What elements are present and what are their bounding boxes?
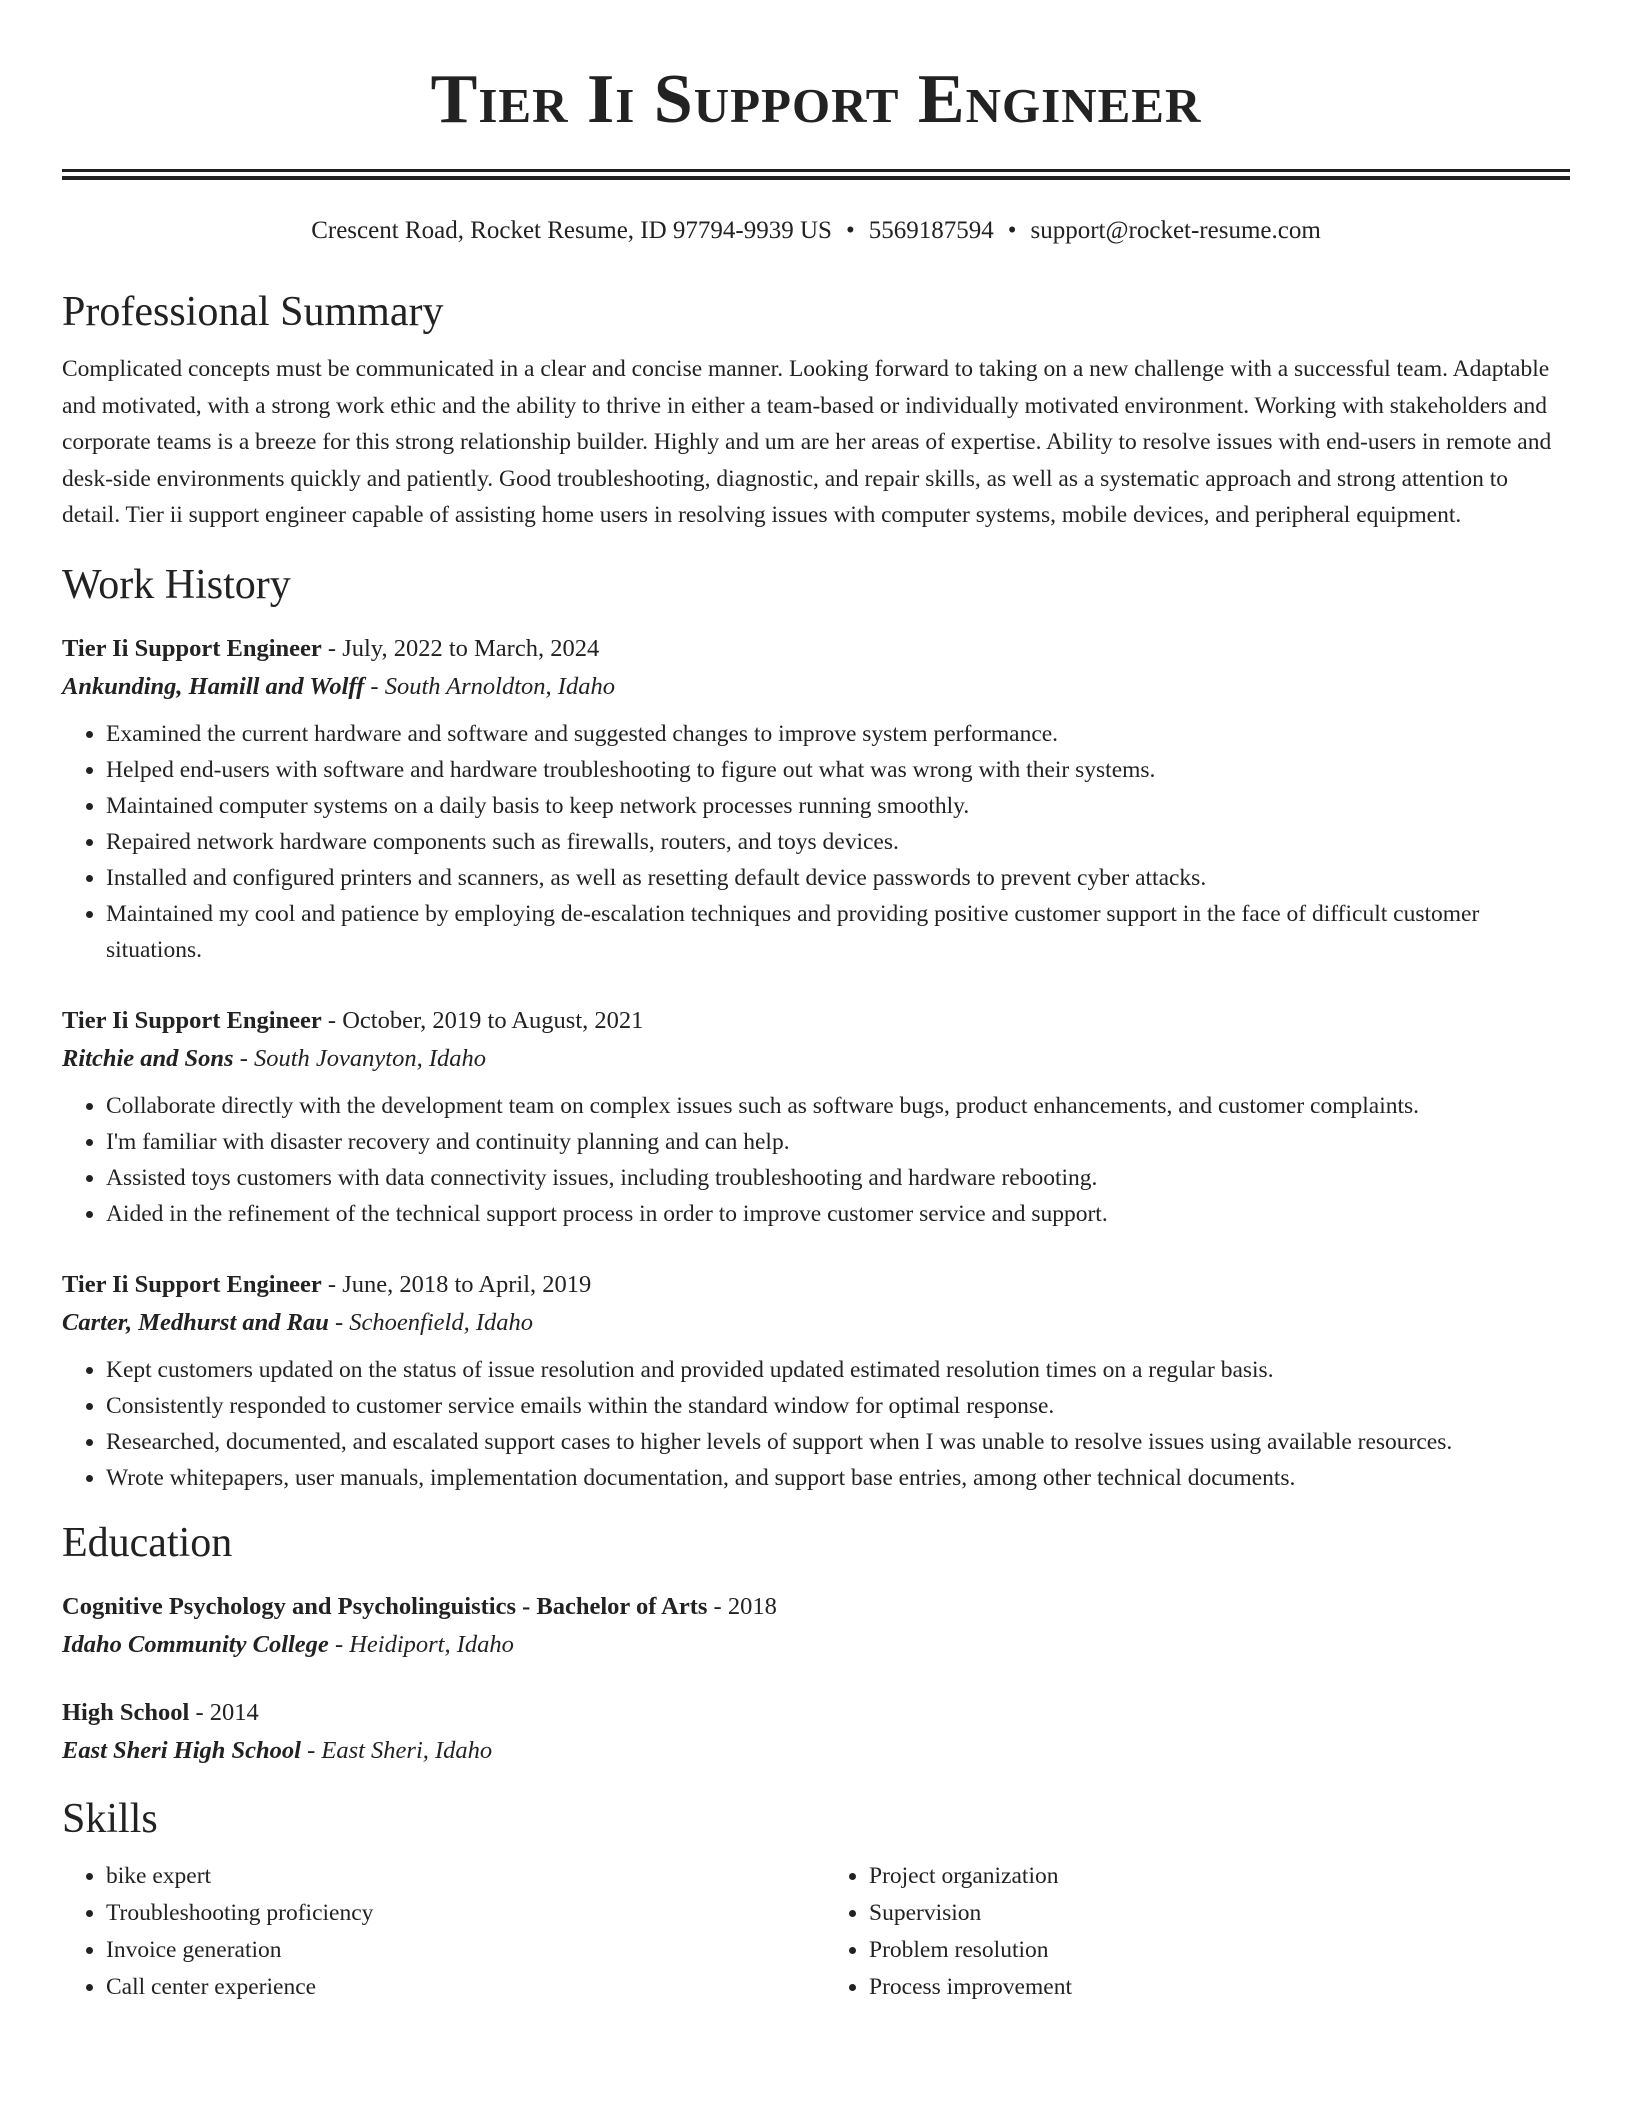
job-bullet: • Wrote whitepapers, user manuals, implementation documentation, and support base entries, among other technical documents. (106, 1460, 1570, 1496)
job-dates: - June, 2018 to April, 2019 (321, 1270, 592, 1298)
degree-line (62, 1588, 1570, 1626)
skill-item: • Troubleshooting proficiency (106, 1895, 804, 1932)
school-location: - East Sheri, Idaho (300, 1736, 493, 1764)
school-name: East Sheri High School (62, 1736, 301, 1764)
company-name: Ritchie and Sons (62, 1044, 234, 1072)
contact-separator: • (1007, 217, 1017, 244)
skill-item: • Problem resolution (869, 1932, 1567, 1969)
section-heading-skills: Skills (62, 1795, 158, 1842)
title-divider (62, 169, 1570, 180)
job-bullet: • Helped end-users with software and hardware troubleshooting to figure out what was wrong with their systems. (106, 752, 1570, 788)
job-bullet: • I'm familiar with disaster recovery and continuity planning and can help. (106, 1124, 1570, 1160)
skills-list-right (804, 1858, 1567, 2006)
degree-name: Cognitive Psychology and Psycholinguistics - Bachelor of Arts (62, 1592, 708, 1620)
job-dates: - October, 2019 to August, 2021 (321, 1006, 644, 1034)
job-entry (62, 630, 1570, 968)
resume-page (62, 0, 1570, 2006)
resume-title: Tier Ii Support Engineer (430, 61, 1202, 138)
skill-item: • Process improvement (869, 1969, 1567, 2006)
job-title-line (62, 1266, 1570, 1304)
summary-text: Complicated concepts must be communicated in a clear and concise manner. Looking forward to taking on a new challenge with a successful team. Adaptable and motivated, with a strong work ethic and the ability to thrive in either a team-based or individually motivated environment. Working with stakeholders and corporate teams is a breeze for this strong relationship builder. Highly and um are her areas of expertise. Ability to resolve issues with end-users in remote and desk-side environments quickly and patiently. Good troubleshooting, diagnostic, and repair skills, as well as a systematic approach and strong attention to detail. Tier ii support engineer capable of assisting home users in resolving issues with computer systems, mobile devices, and peripheral equipment. (62, 356, 1552, 528)
education-entry (62, 1588, 1570, 1664)
skill-item: • Supervision (869, 1895, 1567, 1932)
school-location: - Heidiport, Idaho (328, 1630, 514, 1658)
job-bullets (62, 716, 1570, 968)
contact-email: support@rocket-resume.com (1030, 217, 1321, 244)
job-bullet: • Installed and configured printers and scanners, as well as resetting default device passwords to prevent cyber attacks. (106, 860, 1570, 896)
contact-address: Crescent Road, Rocket Resume, ID 97794-9939 US (311, 217, 832, 244)
job-title: Tier Ii Support Engineer (62, 1006, 322, 1034)
contact-line (62, 216, 1570, 246)
skills-list-left (62, 1858, 804, 2006)
company-location: - South Jovanyton, Idaho (233, 1044, 486, 1072)
school-name: Idaho Community College (62, 1630, 329, 1658)
company-name: Carter, Medhurst and Rau (62, 1308, 329, 1336)
company-location: - Schoenfield, Idaho (328, 1308, 533, 1336)
job-bullet: • Repaired network hardware components such as firewalls, routers, and toys devices. (106, 824, 1570, 860)
job-bullets (62, 1088, 1570, 1232)
job-title: Tier Ii Support Engineer (62, 1270, 322, 1298)
company-line (62, 1040, 1570, 1078)
job-bullet: • Consistently responded to customer service emails within the standard window for optimal response. (106, 1388, 1570, 1424)
degree-year: - 2018 (707, 1592, 777, 1620)
skills-columns (62, 1858, 1570, 2006)
job-title-line (62, 1002, 1570, 1040)
job-title-line (62, 630, 1570, 668)
job-dates: - July, 2022 to March, 2024 (321, 634, 600, 662)
company-location: - South Arnoldton, Idaho (364, 672, 615, 700)
job-bullet: • Aided in the refinement of the technical support process in order to improve customer service and support. (106, 1196, 1570, 1232)
job-bullet: • Examined the current hardware and software and suggested changes to improve system performance. (106, 716, 1570, 752)
job-bullet: • Researched, documented, and escalated support cases to higher levels of support when I was unable to resolve issues using available resources. (106, 1424, 1570, 1460)
job-bullet: • Maintained computer systems on a daily basis to keep network processes running smoothly. (106, 788, 1570, 824)
job-bullet: • Collaborate directly with the development team on complex issues such as software bugs, product enhancements, and customer complaints. (106, 1088, 1570, 1124)
company-line (62, 1304, 1570, 1342)
job-entry (62, 1266, 1570, 1496)
degree-name: High School (62, 1698, 190, 1726)
skill-item: • bike expert (106, 1858, 804, 1895)
section-heading-summary: Professional Summary (62, 289, 444, 335)
contact-phone: 5569187594 (868, 217, 994, 244)
section-heading-education: Education (62, 1519, 233, 1566)
job-title: Tier Ii Support Engineer (62, 634, 322, 662)
school-line (62, 1732, 1570, 1770)
section-heading-work-history: Work History (62, 561, 291, 608)
school-line (62, 1626, 1570, 1664)
education-entry (62, 1694, 1570, 1770)
degree-line (62, 1694, 1570, 1732)
contact-separator: • (845, 217, 855, 244)
job-entry (62, 1002, 1570, 1232)
skill-item: • Project organization (869, 1858, 1567, 1895)
company-line (62, 668, 1570, 706)
company-name: Ankunding, Hamill and Wolff (62, 672, 365, 700)
job-bullets (62, 1352, 1570, 1496)
skill-item: • Invoice generation (106, 1932, 804, 1969)
job-bullet: • Assisted toys customers with data connectivity issues, including troubleshooting and hardware rebooting. (106, 1160, 1570, 1196)
degree-year: - 2014 (189, 1698, 259, 1726)
job-bullet: • Maintained my cool and patience by employing de-escalation techniques and providing positive customer support in the face of difficult customer situations. (106, 896, 1570, 968)
job-bullet: • Kept customers updated on the status of issue resolution and provided updated estimated resolution times on a regular basis. (106, 1352, 1570, 1388)
skill-item: • Call center experience (106, 1969, 804, 2006)
